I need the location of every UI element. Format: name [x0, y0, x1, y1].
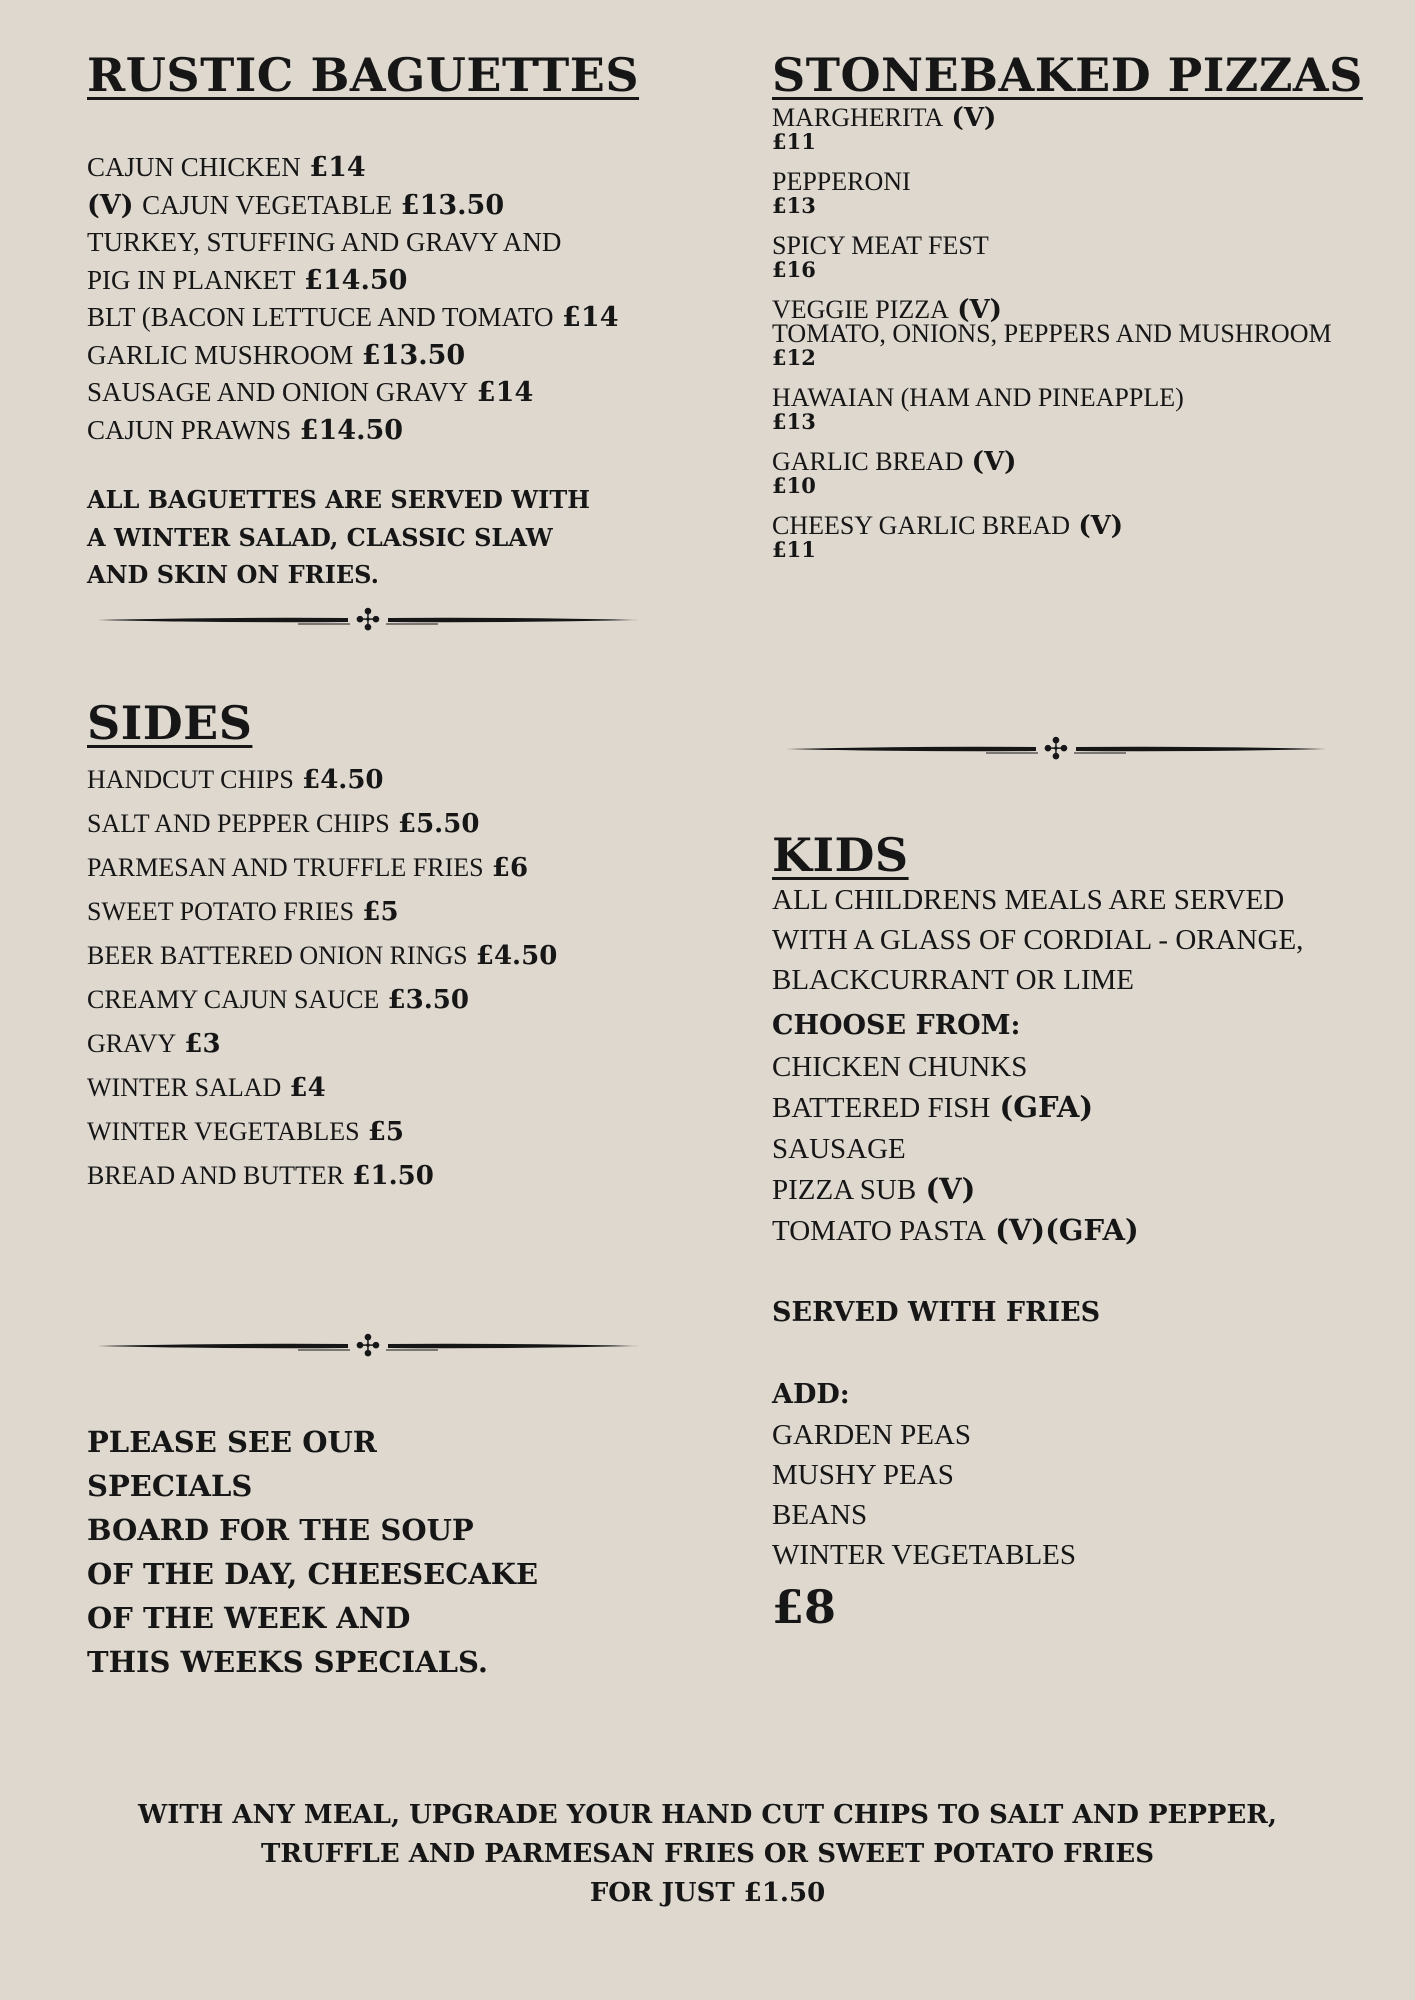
baguette-item: [87, 224, 687, 262]
kids-choices-list: [772, 1046, 1392, 1251]
pizza-name-line: [772, 511, 1392, 541]
side-name: CREAMY CAJUN SAUCE: [87, 985, 380, 1014]
baguettes-section: [87, 48, 687, 594]
kids-choice-name: BATTERED FISH: [772, 1092, 991, 1124]
kids-choice-name: CHICKEN CHUNKS: [772, 1051, 1028, 1083]
pizza-name: PEPPERONI: [772, 167, 911, 196]
side-name: BEER BATTERED ONION RINGS: [87, 941, 468, 970]
pizza-name: MARGHERITA: [772, 103, 944, 132]
baguette-veg-tag: (V): [87, 189, 134, 221]
ornament-divider: [98, 605, 638, 635]
pizza-veg-tag: (V): [951, 103, 997, 133]
pizza-price: £16: [772, 257, 816, 282]
side-price: £1.50: [352, 1161, 434, 1191]
baguette-name: CAJUN PRAWNS: [87, 414, 292, 445]
pizza-name-line: [772, 383, 1392, 412]
side-item: [87, 1022, 687, 1066]
ornament-icon: ✣: [1043, 734, 1069, 764]
side-price: £5.50: [398, 809, 480, 839]
pizza-veg-tag: (V): [1078, 511, 1124, 541]
ornament-divider: [786, 734, 1326, 764]
pizza-name-line: [772, 231, 1392, 260]
footer-line: FOR JUST £1.50: [589, 1878, 826, 1908]
ornament-icon: ✣: [355, 1331, 381, 1361]
side-item: [87, 1066, 687, 1110]
specials-line: THIS WEEKS SPECIALS.: [87, 1645, 489, 1679]
pizza-price: £13: [772, 409, 816, 434]
pizzas-title: STONEBAKED PIZZAS: [772, 48, 1363, 102]
specials-line: PLEASE SEE OUR: [87, 1425, 377, 1459]
sides-section: [87, 696, 687, 1198]
baguette-price: £13.50: [400, 189, 505, 221]
ornament-icon: ✣: [355, 605, 381, 635]
baguette-price: £14: [309, 152, 366, 183]
baguettes-list: [87, 149, 687, 449]
kids-choice-tag: (V): [925, 1172, 976, 1206]
baguette-price: £14: [476, 377, 534, 408]
kids-add-list: [772, 1415, 1392, 1575]
side-item: [87, 758, 687, 802]
side-item: [87, 1154, 687, 1198]
side-price: £6: [491, 853, 529, 883]
baguette-price: £14.50: [299, 414, 404, 446]
pizza-description: TOMATO, ONIONS, PEPPERS AND MUSHROOM: [772, 319, 1332, 348]
baguette-name: GARLIC MUSHROOM: [87, 339, 354, 370]
pizza-item: [772, 447, 1392, 498]
pizza-name-line: [772, 103, 1392, 133]
kids-choice-name: SAUSAGE: [772, 1133, 906, 1165]
kids-title: KIDS: [772, 828, 909, 882]
pizzas-section: [772, 48, 1392, 578]
baguette-name: PIG IN PLANKET: [87, 264, 296, 295]
baguette-name: BLT (BACON LETTUCE AND TOMATO: [87, 302, 554, 332]
pizzas-list: [772, 103, 1392, 562]
pizza-veg-tag: (V): [957, 295, 1002, 325]
baguette-item: [87, 149, 687, 187]
kids-intro-line: ALL CHILDRENS MEALS ARE SERVED: [772, 884, 1285, 916]
baguette-note-line: ALL BAGUETTES ARE SERVED WITH: [87, 485, 590, 514]
baguette-note-line: A WINTER SALAD, CLASSIC SLAW: [87, 522, 553, 552]
kids-choice: [772, 1087, 1392, 1128]
pizza-name: VEGGIE PIZZA: [772, 295, 949, 324]
pizza-item: [772, 231, 1392, 282]
baguette-item: [87, 187, 687, 225]
pizza-item: [772, 295, 1392, 370]
kids-intro-line: WITH A GLASS OF CORDIAL - ORANGE,: [772, 924, 1304, 956]
sides-list: [87, 758, 687, 1198]
pizza-item: [772, 103, 1392, 154]
specials-line: BOARD FOR THE SOUP: [87, 1513, 474, 1547]
kids-intro: [772, 880, 1392, 1000]
side-item: [87, 934, 687, 978]
baguette-name: TURKEY, STUFFING AND GRAVY AND: [87, 227, 562, 257]
footer-line: WITH ANY MEAL, UPGRADE YOUR HAND CUT CHIPS TO SALT AND PEPPER,: [138, 1800, 1277, 1830]
kids-choice: [772, 1128, 1392, 1169]
sides-title: SIDES: [87, 696, 253, 750]
baguettes-note: [87, 481, 687, 594]
footer-note: [0, 1796, 1415, 1913]
kids-add-item: WINTER VEGETABLES: [772, 1539, 1077, 1571]
side-item: [87, 846, 687, 890]
pizza-name-line: [772, 167, 1392, 196]
baguette-note-line: AND SKIN ON FRIES.: [87, 560, 379, 589]
kids-add-item: GARDEN PEAS: [772, 1419, 971, 1451]
pizza-item: [772, 511, 1392, 562]
side-name: SWEET POTATO FRIES: [87, 897, 355, 926]
side-name: SALT AND PEPPER CHIPS: [87, 809, 390, 838]
specials-line: OF THE DAY, CHEESECAKE: [87, 1557, 539, 1591]
side-name: GRAVY: [87, 1029, 177, 1058]
kids-choose-label: CHOOSE FROM:: [772, 1010, 1021, 1041]
side-item: [87, 1110, 687, 1154]
kids-add-item: MUSHY PEAS: [772, 1459, 954, 1491]
specials-line: SPECIALS: [87, 1469, 253, 1503]
baguette-price: £13.50: [361, 339, 466, 371]
kids-choice: [772, 1210, 1392, 1251]
baguettes-title: RUSTIC BAGUETTES: [87, 48, 640, 102]
pizza-veg-tag: (V): [971, 447, 1017, 477]
baguette-name: CAJUN CHICKEN: [87, 152, 301, 182]
side-price: £3.50: [387, 985, 469, 1015]
kids-add-item: BEANS: [772, 1499, 868, 1531]
specials-note: [87, 1420, 687, 1684]
side-price: £4: [289, 1073, 326, 1103]
side-name: HANDCUT CHIPS: [87, 765, 294, 794]
kids-choice-name: TOMATO PASTA: [772, 1215, 986, 1247]
pizza-name: SPICY MEAT FEST: [772, 231, 989, 260]
kids-add-label: ADD:: [772, 1379, 850, 1410]
kids-choice-tag: (V)(GFA): [995, 1213, 1139, 1247]
baguette-item: [87, 299, 687, 337]
side-name: WINTER VEGETABLES: [87, 1117, 360, 1146]
baguette-item: [87, 262, 687, 300]
baguette-item: [87, 337, 687, 375]
baguette-price: £14: [562, 302, 619, 333]
pizza-name-line: [772, 447, 1392, 477]
pizza-item: [772, 383, 1392, 434]
kids-section: [772, 828, 1392, 1637]
pizza-name: HAWAIAN (HAM AND PINEAPPLE): [772, 383, 1184, 412]
kids-intro-line: BLACKCURRANT OR LIME: [772, 964, 1134, 996]
pizza-name: CHEESY GARLIC BREAD: [772, 511, 1071, 540]
baguette-item: [87, 412, 687, 450]
side-price: £5: [367, 1117, 405, 1147]
side-price: £4.50: [475, 941, 558, 971]
pizza-price: £10: [772, 473, 816, 498]
side-item: [87, 978, 687, 1022]
side-name: PARMESAN AND TRUFFLE FRIES: [87, 853, 484, 882]
pizza-item: [772, 167, 1392, 218]
baguette-item: [87, 374, 687, 412]
footer-line: TRUFFLE AND PARMESAN FRIES OR SWEET POTATO FRIES: [261, 1839, 1154, 1869]
pizza-price: £13: [772, 193, 816, 218]
kids-choice-tag: (GFA): [999, 1090, 1094, 1124]
side-item: [87, 890, 687, 934]
kids-price: £8: [772, 1580, 837, 1634]
side-item: [87, 802, 687, 846]
pizza-name: GARLIC BREAD: [772, 447, 964, 476]
baguette-price: £14.50: [304, 264, 408, 296]
kids-served-with: SERVED WITH FRIES: [772, 1297, 1101, 1328]
kids-choice: [772, 1046, 1392, 1087]
side-price: £3: [184, 1029, 221, 1059]
baguette-name: SAUSAGE AND ONION GRAVY: [87, 377, 469, 407]
pizza-price: £11: [772, 537, 816, 562]
kids-choice: [772, 1169, 1392, 1210]
side-price: £4.50: [302, 765, 384, 795]
specials-line: OF THE WEEK AND: [87, 1601, 411, 1635]
baguette-name: CAJUN VEGETABLE: [142, 189, 393, 220]
kids-choice-name: PIZZA SUB: [772, 1174, 917, 1206]
ornament-divider: [98, 1331, 638, 1361]
pizza-price: £11: [772, 129, 816, 154]
side-name: BREAD AND BUTTER: [87, 1161, 345, 1190]
side-name: WINTER SALAD: [87, 1073, 282, 1102]
pizza-price: £12: [772, 345, 816, 370]
side-price: £5: [362, 897, 399, 927]
